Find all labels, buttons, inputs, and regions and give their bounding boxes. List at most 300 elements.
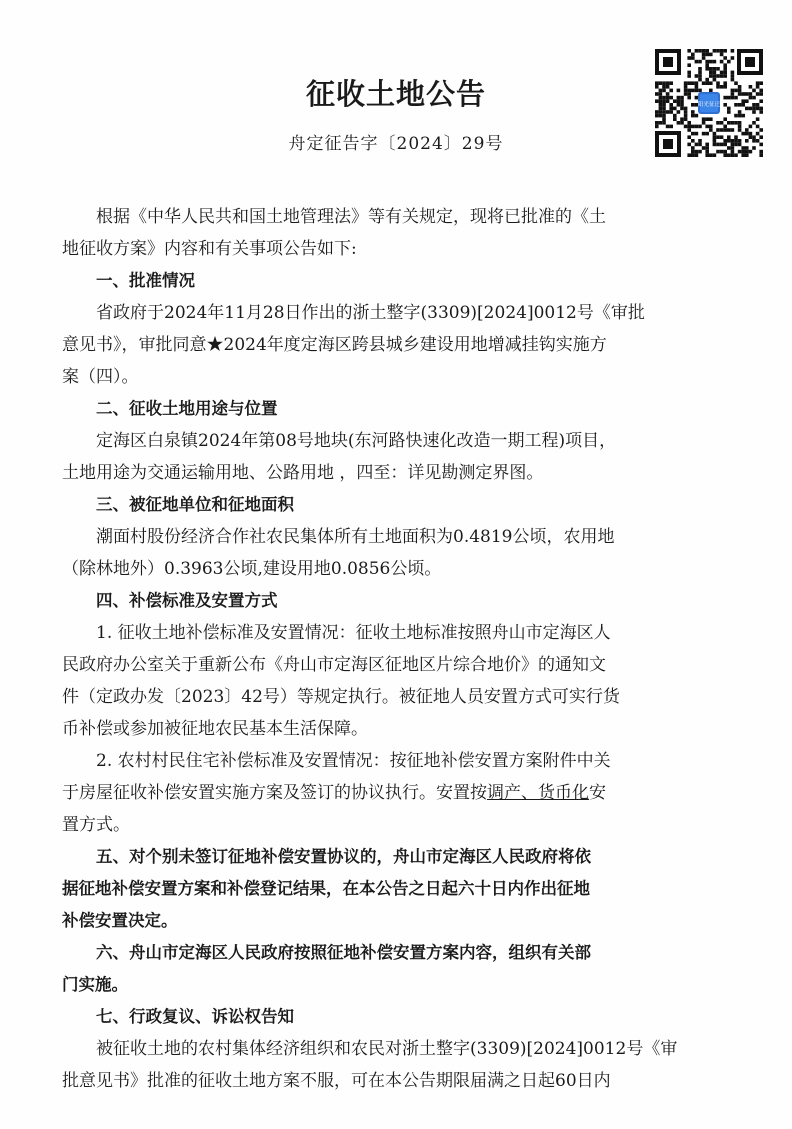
qr-module bbox=[749, 92, 753, 96]
qr-module bbox=[691, 125, 695, 129]
qr-module bbox=[723, 117, 727, 121]
qr-module bbox=[756, 103, 760, 107]
qr-module bbox=[702, 81, 706, 85]
qr-module bbox=[713, 60, 717, 64]
qr-module bbox=[705, 67, 709, 71]
qr-module bbox=[705, 60, 709, 64]
qr-module bbox=[684, 117, 688, 121]
qr-module bbox=[669, 110, 673, 114]
qr-module bbox=[741, 103, 745, 107]
qr-module bbox=[709, 89, 713, 93]
paragraph-line: 根据《中华人民共和国土地管理法》等有关规定，现将已批准的《土 bbox=[96, 207, 606, 227]
qr-module bbox=[734, 81, 738, 85]
qr-module bbox=[662, 121, 666, 125]
qr-module bbox=[720, 60, 724, 64]
qr-module bbox=[713, 67, 717, 71]
qr-module bbox=[702, 117, 706, 121]
qr-module bbox=[698, 49, 702, 53]
qr-module bbox=[745, 92, 749, 96]
qr-module bbox=[727, 121, 731, 125]
qr-module bbox=[745, 153, 749, 157]
paragraph-line: 1. 征收土地补偿标准及安置情况：征收土地标准按照舟山市定海区人 bbox=[96, 623, 611, 643]
paragraph-line: 地征收方案》内容和有关事项公告如下: bbox=[62, 239, 357, 259]
qr-module bbox=[716, 143, 720, 147]
qr-module bbox=[752, 110, 756, 114]
qr-module bbox=[756, 117, 760, 121]
section-heading: 二、征收土地用途与位置 bbox=[96, 399, 278, 418]
qr-module bbox=[745, 107, 749, 111]
qr-module bbox=[669, 89, 673, 93]
qr-module bbox=[738, 85, 742, 89]
qr-module bbox=[734, 143, 738, 147]
qr-module bbox=[731, 78, 735, 82]
qr-module bbox=[720, 135, 724, 139]
qr-module bbox=[709, 117, 713, 121]
qr-module bbox=[680, 121, 684, 125]
qr-module bbox=[666, 81, 670, 85]
qr-module bbox=[759, 153, 763, 157]
paragraph-line: 意见书》，审批同意★2024年度定海区跨县城乡建设用地增减挂钩实施方 bbox=[62, 335, 607, 355]
qr-module bbox=[727, 153, 731, 157]
qr-module bbox=[723, 139, 727, 143]
qr-module bbox=[691, 56, 695, 60]
qr-module bbox=[759, 99, 763, 103]
qr-module bbox=[713, 71, 717, 75]
qr-module bbox=[687, 63, 691, 67]
qr-module bbox=[698, 60, 702, 64]
qr-module bbox=[734, 96, 738, 100]
qr-module bbox=[659, 81, 663, 85]
qr-module bbox=[738, 125, 742, 129]
qr-module bbox=[720, 143, 724, 147]
qr-module bbox=[662, 114, 666, 118]
qr-module bbox=[687, 128, 691, 132]
qr-module bbox=[734, 153, 738, 157]
qr-module bbox=[756, 85, 760, 89]
qr-module bbox=[723, 67, 727, 71]
qr-module bbox=[759, 128, 763, 132]
qr-module bbox=[669, 107, 673, 111]
qr-module bbox=[741, 92, 745, 96]
qr-module bbox=[705, 146, 709, 150]
qr-module bbox=[727, 139, 731, 143]
qr-module bbox=[669, 96, 673, 100]
qr-module bbox=[680, 117, 684, 121]
qr-module bbox=[695, 153, 699, 157]
qr-module bbox=[713, 49, 717, 53]
qr-module bbox=[727, 146, 731, 150]
qr-module bbox=[749, 132, 753, 136]
qr-module bbox=[691, 132, 695, 136]
qr-module bbox=[723, 128, 727, 132]
qr-module bbox=[695, 85, 699, 89]
qr-module bbox=[666, 92, 670, 96]
qr-module bbox=[723, 71, 727, 75]
qr-module bbox=[709, 81, 713, 85]
qr-module bbox=[659, 121, 663, 125]
qr-module bbox=[745, 150, 749, 154]
qr-module bbox=[695, 143, 699, 147]
qr-module bbox=[659, 107, 663, 111]
qr-module bbox=[687, 49, 691, 53]
qr-module bbox=[702, 56, 706, 60]
qr-module bbox=[691, 89, 695, 93]
qr-module bbox=[684, 110, 688, 114]
qr-module bbox=[716, 121, 720, 125]
qr-module bbox=[695, 74, 699, 78]
qr-module bbox=[720, 128, 724, 132]
qr-module bbox=[709, 125, 713, 129]
qr-module bbox=[669, 103, 673, 107]
qr-module bbox=[680, 96, 684, 100]
qr-module bbox=[673, 117, 677, 121]
qr-module bbox=[713, 74, 717, 78]
qr-module bbox=[727, 128, 731, 132]
qr-module bbox=[705, 153, 709, 157]
paragraph-line: 门实施。 bbox=[62, 975, 128, 994]
qr-module bbox=[666, 99, 670, 103]
qr-module bbox=[752, 89, 756, 93]
qr-module bbox=[677, 103, 681, 107]
qr-module bbox=[680, 99, 684, 103]
qr-module bbox=[734, 135, 738, 139]
qr-module bbox=[720, 71, 724, 75]
qr-module bbox=[695, 114, 699, 118]
qr-module bbox=[759, 143, 763, 147]
qr-module bbox=[709, 153, 713, 157]
qr-module bbox=[698, 125, 702, 129]
qr-module bbox=[705, 49, 709, 53]
qr-module bbox=[698, 78, 702, 82]
qr-module bbox=[731, 121, 735, 125]
document-number: 舟定征告字〔2024〕29号 bbox=[288, 134, 504, 154]
qr-module bbox=[723, 63, 727, 67]
qr-module bbox=[713, 132, 717, 136]
qr-module bbox=[727, 135, 731, 139]
qr-module bbox=[713, 139, 717, 143]
qr-module bbox=[655, 114, 659, 118]
qr-module bbox=[698, 89, 702, 93]
qr-module bbox=[666, 85, 670, 89]
qr-module bbox=[759, 81, 763, 85]
qr-module bbox=[687, 89, 691, 93]
qr-code-icon[interactable] bbox=[653, 47, 765, 159]
paragraph-line: 案（四）。 bbox=[62, 367, 139, 387]
qr-module bbox=[695, 96, 699, 100]
qr-module bbox=[684, 125, 688, 129]
qr-module bbox=[723, 56, 727, 60]
qr-module bbox=[727, 60, 731, 64]
qr-module bbox=[723, 74, 727, 78]
qr-module bbox=[752, 103, 756, 107]
qr-module bbox=[723, 103, 727, 107]
qr-module bbox=[752, 96, 756, 100]
document-body bbox=[62, 201, 737, 1097]
paragraph-line: 币补偿或参加被征地农民基本生活保障。 bbox=[62, 719, 368, 739]
qr-module bbox=[705, 143, 709, 147]
qr-module bbox=[731, 96, 735, 100]
qr-module bbox=[691, 150, 695, 154]
qr-module bbox=[723, 96, 727, 100]
qr-module bbox=[655, 81, 659, 85]
qr-module bbox=[749, 85, 753, 89]
qr-module bbox=[659, 99, 663, 103]
qr-module bbox=[731, 92, 735, 96]
qr-module bbox=[705, 53, 709, 57]
qr-module bbox=[698, 143, 702, 147]
qr-module bbox=[720, 85, 724, 89]
qr-module bbox=[716, 135, 720, 139]
qr-module bbox=[738, 150, 742, 154]
qr-module bbox=[698, 74, 702, 78]
paragraph-line: 2. 农村村民住宅补偿标准及安置情况：按征地补偿安置方案附件中关 bbox=[96, 751, 611, 771]
qr-module bbox=[759, 110, 763, 114]
qr-module bbox=[745, 146, 749, 150]
qr-module bbox=[709, 67, 713, 71]
qr-module bbox=[713, 78, 717, 82]
qr-module bbox=[687, 125, 691, 129]
qr-module bbox=[716, 49, 720, 53]
qr-module bbox=[720, 49, 724, 53]
paragraph-line: 五、对个别未签订征地补偿安置协议的，舟山市定海区人民政府将依 bbox=[96, 847, 591, 866]
section-heading: 三、被征地单位和征地面积 bbox=[96, 495, 294, 514]
paragraph-line: 土地用途为交通运输用地、公路用地 ，四至：详见勘测定界图。 bbox=[62, 463, 544, 483]
qr-module bbox=[677, 96, 681, 100]
qr-module bbox=[655, 99, 659, 103]
qr-module bbox=[695, 150, 699, 154]
qr-module bbox=[684, 114, 688, 118]
qr-module bbox=[720, 74, 724, 78]
qr-module bbox=[749, 125, 753, 129]
qr-module bbox=[731, 74, 735, 78]
qr-module bbox=[702, 146, 706, 150]
qr-module bbox=[695, 49, 699, 53]
qr-module bbox=[677, 121, 681, 125]
qr-module bbox=[687, 74, 691, 78]
qr-module bbox=[727, 96, 731, 100]
section-heading: 四、补偿标准及安置方式 bbox=[96, 591, 278, 610]
qr-module bbox=[677, 99, 681, 103]
qr-module bbox=[662, 107, 666, 111]
qr-module bbox=[716, 150, 720, 154]
qr-module bbox=[709, 71, 713, 75]
paragraph-line: 省政府于2024年11月28日作出的浙土整字(3309)[2024]0012号《审批 bbox=[96, 303, 645, 323]
qr-module bbox=[727, 107, 731, 111]
qr-module bbox=[756, 132, 760, 136]
qr-module bbox=[731, 49, 735, 53]
qr-module bbox=[723, 49, 727, 53]
paragraph-line: 据征地补偿安置方案和补偿登记结果，在本公告之日起六十日内作出征地 bbox=[62, 879, 590, 898]
qr-logo-text: 阳光征迁 bbox=[697, 102, 721, 108]
qr-module bbox=[662, 85, 666, 89]
qr-module bbox=[666, 110, 670, 114]
qr-module bbox=[705, 63, 709, 67]
qr-module bbox=[684, 92, 688, 96]
paragraph-line: 批意见书》批准的征收土地方案不服，可在本公告期限届满之日起60日内 bbox=[62, 1071, 611, 1091]
section-heading: 一、批准情况 bbox=[96, 271, 195, 290]
qr-module bbox=[680, 107, 684, 111]
qr-module bbox=[731, 143, 735, 147]
qr-module bbox=[731, 153, 735, 157]
qr-module bbox=[713, 153, 717, 157]
qr-module bbox=[723, 81, 727, 85]
qr-module bbox=[720, 150, 724, 154]
qr-module bbox=[687, 121, 691, 125]
qr-module bbox=[677, 110, 681, 114]
qr-module bbox=[720, 121, 724, 125]
qr-module bbox=[723, 85, 727, 89]
qr-module bbox=[705, 132, 709, 136]
qr-module bbox=[749, 107, 753, 111]
qr-module bbox=[691, 81, 695, 85]
qr-module bbox=[655, 125, 659, 129]
qr-module bbox=[691, 103, 695, 107]
qr-module bbox=[727, 110, 731, 114]
qr-module bbox=[655, 121, 659, 125]
qr-module bbox=[705, 117, 709, 121]
qr-module bbox=[734, 103, 738, 107]
qr-module bbox=[734, 121, 738, 125]
qr-module bbox=[673, 114, 677, 118]
qr-module bbox=[687, 96, 691, 100]
qr-module bbox=[731, 150, 735, 154]
paragraph-line: （除林地外）0.3963公顷,建设用地0.0856公顷。 bbox=[62, 559, 442, 579]
qr-module bbox=[756, 81, 760, 85]
qr-module bbox=[702, 132, 706, 136]
qr-module bbox=[738, 128, 742, 132]
paragraph-line: 民政府办公室关于重新公布《舟山市定海区征地区片综合地价》的通知文 bbox=[62, 655, 606, 675]
qr-module bbox=[716, 67, 720, 71]
qr-module bbox=[752, 121, 756, 125]
qr-module bbox=[741, 114, 745, 118]
qr-module bbox=[756, 107, 760, 111]
qr-module bbox=[698, 150, 702, 154]
qr-module bbox=[734, 139, 738, 143]
qr-module bbox=[691, 139, 695, 143]
qr-module bbox=[666, 125, 670, 129]
qr-module bbox=[709, 128, 713, 132]
qr-module bbox=[655, 85, 659, 89]
qr-module bbox=[691, 53, 695, 57]
qr-module bbox=[738, 114, 742, 118]
qr-module bbox=[738, 143, 742, 147]
qr-module bbox=[720, 53, 724, 57]
qr-module bbox=[716, 128, 720, 132]
paragraph-line: 置方式。 bbox=[62, 815, 130, 835]
qr-module bbox=[723, 150, 727, 154]
qr-module bbox=[731, 89, 735, 93]
qr-module bbox=[680, 103, 684, 107]
qr-module bbox=[745, 132, 749, 136]
qr-module bbox=[702, 49, 706, 53]
qr-module bbox=[662, 89, 666, 93]
qr-module bbox=[684, 107, 688, 111]
qr-module bbox=[741, 146, 745, 150]
qr-module bbox=[695, 60, 699, 64]
qr-module bbox=[709, 53, 713, 57]
document-title: 征收土地公告 bbox=[305, 77, 486, 111]
qr-module bbox=[713, 143, 717, 147]
qr-module bbox=[702, 53, 706, 57]
qr-module bbox=[695, 81, 699, 85]
qr-module bbox=[741, 132, 745, 136]
qr-module bbox=[684, 85, 688, 89]
qr-module bbox=[756, 92, 760, 96]
qr-module bbox=[673, 107, 677, 111]
qr-module bbox=[759, 89, 763, 93]
paragraph-line: 件（定政办发〔2023〕42号）等规定执行。被征地人员安置方式可实行货 bbox=[62, 687, 620, 707]
qr-module bbox=[752, 107, 756, 111]
qr-module bbox=[687, 153, 691, 157]
qr-module bbox=[738, 92, 742, 96]
qr-module bbox=[731, 56, 735, 60]
qr-module bbox=[716, 85, 720, 89]
qr-module bbox=[731, 71, 735, 75]
qr-module bbox=[698, 71, 702, 75]
qr-module bbox=[759, 92, 763, 96]
qr-module bbox=[662, 99, 666, 103]
qr-module bbox=[687, 71, 691, 75]
qr-module bbox=[705, 125, 709, 129]
qr-module bbox=[716, 81, 720, 85]
qr-module bbox=[756, 125, 760, 129]
qr-module bbox=[659, 96, 663, 100]
paragraph-line: 六、舟山市定海区人民政府按照征地补偿安置方案内容，组织有关部 bbox=[96, 943, 591, 962]
qr-module bbox=[662, 117, 666, 121]
qr-module bbox=[684, 89, 688, 93]
qr-module bbox=[669, 81, 673, 85]
qr-module bbox=[713, 135, 717, 139]
qr-module bbox=[756, 139, 760, 143]
qr-module bbox=[687, 81, 691, 85]
qr-module bbox=[659, 110, 663, 114]
qr-module bbox=[749, 150, 753, 154]
qr-module bbox=[705, 150, 709, 154]
qr-module bbox=[695, 125, 699, 129]
qr-module bbox=[659, 89, 663, 93]
qr-module bbox=[741, 150, 745, 154]
qr-module bbox=[723, 153, 727, 157]
qr-module bbox=[709, 60, 713, 64]
qr-module bbox=[738, 121, 742, 125]
qr-module bbox=[723, 143, 727, 147]
qr-module bbox=[662, 103, 666, 107]
qr-module bbox=[705, 81, 709, 85]
qr-module bbox=[662, 110, 666, 114]
qr-module bbox=[687, 135, 691, 139]
qr-module bbox=[687, 143, 691, 147]
qr-module bbox=[659, 103, 663, 107]
qr-module bbox=[702, 121, 706, 125]
qr-module bbox=[673, 99, 677, 103]
paragraph-line: 潮面村股份经济合作社农民集体所有土地面积为0.4819公顷，农用地 bbox=[96, 527, 615, 547]
qr-module bbox=[659, 92, 663, 96]
section-heading: 七、行政复议、诉讼权告知 bbox=[96, 1007, 294, 1026]
qr-module bbox=[759, 150, 763, 154]
qr-module bbox=[752, 146, 756, 150]
qr-module bbox=[745, 99, 749, 103]
qr-module bbox=[745, 139, 749, 143]
qr-module bbox=[655, 110, 659, 114]
qr-module bbox=[723, 125, 727, 129]
qr-module bbox=[662, 81, 666, 85]
qr-module bbox=[684, 81, 688, 85]
qr-module bbox=[731, 146, 735, 150]
qr-module bbox=[741, 99, 745, 103]
qr-module bbox=[698, 67, 702, 71]
qr-module bbox=[738, 139, 742, 143]
qr-module bbox=[749, 135, 753, 139]
